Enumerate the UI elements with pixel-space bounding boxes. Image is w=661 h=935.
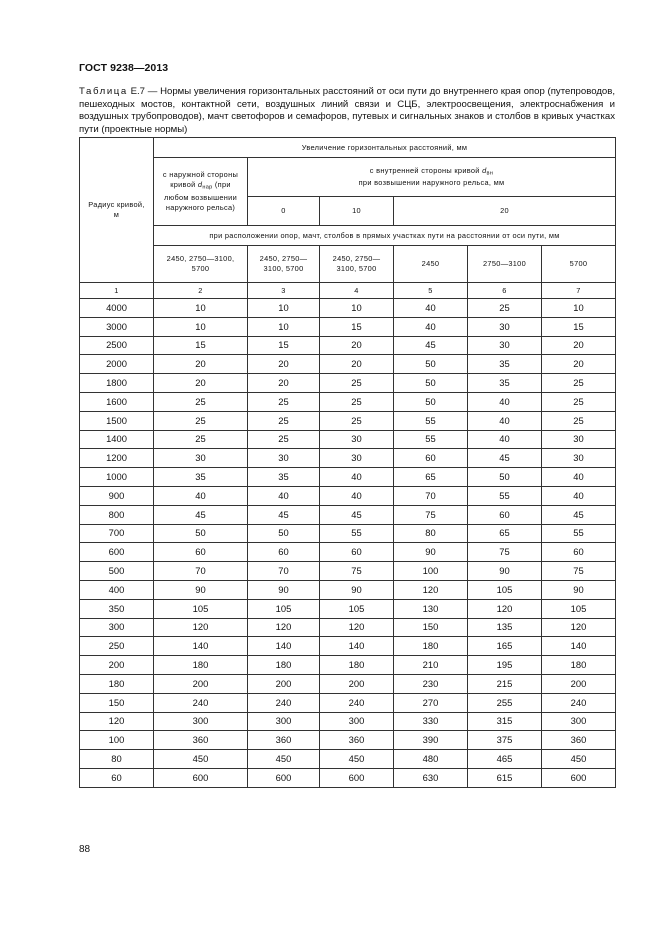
inner-side-post: при возвышении наружного рельса, мм (358, 178, 505, 188)
value-cell: 90 (320, 580, 394, 599)
value-cell: 105 (248, 599, 320, 618)
value-cell: 90 (468, 562, 542, 581)
value-cell: 20 (320, 355, 394, 374)
location-header: при расположении опор, мачт, столбов в прямых участках пути на расстоянии от оси пути, мм (154, 226, 616, 246)
value-cell: 30 (154, 449, 248, 468)
value-cell: 60 (154, 543, 248, 562)
value-cell: 120 (248, 618, 320, 637)
value-cell: 140 (248, 637, 320, 656)
elevation-10: 10 (320, 197, 394, 226)
table-row (80, 468, 616, 487)
dist-header-col7: 5700 (542, 246, 616, 283)
radius-cell: 300 (80, 618, 154, 637)
dist-header-col3: 2450, 2750—3100, 5700 (248, 246, 320, 283)
value-cell: 50 (394, 392, 468, 411)
dist-header-col5: 2450 (394, 246, 468, 283)
value-cell: 180 (248, 656, 320, 675)
value-cell: 60 (248, 543, 320, 562)
radius-cell: 2000 (80, 355, 154, 374)
value-cell: 450 (542, 750, 616, 769)
value-cell: 15 (320, 317, 394, 336)
value-cell: 180 (394, 637, 468, 656)
value-cell: 300 (320, 712, 394, 731)
value-cell: 180 (320, 656, 394, 675)
value-cell: 35 (468, 355, 542, 374)
value-cell: 35 (154, 468, 248, 487)
radius-cell: 1200 (80, 449, 154, 468)
value-cell: 40 (320, 486, 394, 505)
value-cell: 30 (320, 449, 394, 468)
column-number: 7 (542, 283, 616, 299)
value-cell: 210 (394, 656, 468, 675)
caption-label: Таблица (79, 86, 128, 97)
table-body (80, 299, 616, 788)
table-row (80, 562, 616, 581)
radius-cell: 500 (80, 562, 154, 581)
value-cell: 600 (542, 768, 616, 787)
value-cell: 10 (154, 317, 248, 336)
radius-cell: 1600 (80, 392, 154, 411)
value-cell: 315 (468, 712, 542, 731)
value-cell: 120 (320, 618, 394, 637)
value-cell: 25 (542, 392, 616, 411)
radius-cell: 150 (80, 693, 154, 712)
value-cell: 40 (248, 486, 320, 505)
value-cell: 100 (394, 562, 468, 581)
value-cell: 20 (542, 336, 616, 355)
value-cell: 75 (468, 543, 542, 562)
outer-side-header (154, 158, 248, 226)
value-cell: 180 (542, 656, 616, 675)
norms-table (79, 137, 616, 788)
value-cell: 25 (320, 374, 394, 393)
inner-side-header (248, 158, 616, 197)
value-cell: 20 (248, 355, 320, 374)
value-cell: 480 (394, 750, 468, 769)
table-row (80, 392, 616, 411)
outer-d-subscript: нар (202, 184, 213, 191)
value-cell: 75 (320, 562, 394, 581)
table-row (80, 449, 616, 468)
radius-cell: 80 (80, 750, 154, 769)
value-cell: 65 (394, 468, 468, 487)
value-cell: 15 (154, 336, 248, 355)
value-cell: 10 (154, 299, 248, 318)
value-cell: 630 (394, 768, 468, 787)
table-row (80, 712, 616, 731)
dist-header-col6: 2750—3100 (468, 246, 542, 283)
outer-side-pre: с наружной стороны кривой (162, 170, 239, 190)
value-cell: 45 (154, 505, 248, 524)
value-cell: 20 (154, 355, 248, 374)
table-row (80, 505, 616, 524)
value-cell: 600 (154, 768, 248, 787)
value-cell: 240 (248, 693, 320, 712)
value-cell: 40 (468, 392, 542, 411)
radius-cell: 250 (80, 637, 154, 656)
table-row (80, 430, 616, 449)
value-cell: 240 (542, 693, 616, 712)
value-cell: 615 (468, 768, 542, 787)
value-cell: 10 (320, 299, 394, 318)
elevation-20: 20 (394, 197, 616, 226)
value-cell: 120 (542, 618, 616, 637)
value-cell: 105 (320, 599, 394, 618)
value-cell: 25 (468, 299, 542, 318)
value-cell: 200 (542, 674, 616, 693)
value-cell: 10 (248, 299, 320, 318)
value-cell: 40 (468, 430, 542, 449)
value-cell: 30 (542, 430, 616, 449)
radius-cell: 60 (80, 768, 154, 787)
column-number: 5 (394, 283, 468, 299)
column-number: 6 (468, 283, 542, 299)
outer-side-post: (при любом возвышении наружного рельса) (163, 180, 237, 212)
radius-cell: 180 (80, 674, 154, 693)
table-row (80, 543, 616, 562)
value-cell: 20 (154, 374, 248, 393)
value-cell: 30 (248, 449, 320, 468)
value-cell: 45 (468, 449, 542, 468)
value-cell: 55 (320, 524, 394, 543)
value-cell: 45 (248, 505, 320, 524)
table-row (80, 618, 616, 637)
value-cell: 180 (154, 656, 248, 675)
value-cell: 50 (468, 468, 542, 487)
value-cell: 450 (154, 750, 248, 769)
value-cell: 55 (394, 411, 468, 430)
table-row (80, 656, 616, 675)
value-cell: 200 (248, 674, 320, 693)
value-cell: 25 (154, 430, 248, 449)
table-row (80, 674, 616, 693)
value-cell: 40 (394, 299, 468, 318)
value-cell: 30 (468, 336, 542, 355)
value-cell: 120 (468, 599, 542, 618)
radius-cell: 1400 (80, 430, 154, 449)
value-cell: 240 (320, 693, 394, 712)
value-cell: 65 (468, 524, 542, 543)
table-row (80, 731, 616, 750)
value-cell: 25 (248, 430, 320, 449)
value-cell: 60 (394, 449, 468, 468)
value-cell: 200 (154, 674, 248, 693)
value-cell: 25 (154, 392, 248, 411)
value-cell: 50 (248, 524, 320, 543)
value-cell: 30 (468, 317, 542, 336)
caption-dash: — (147, 86, 158, 97)
value-cell: 40 (154, 486, 248, 505)
value-cell: 105 (468, 580, 542, 599)
value-cell: 45 (320, 505, 394, 524)
table-row (80, 374, 616, 393)
value-cell: 20 (248, 374, 320, 393)
table-row (80, 768, 616, 787)
table-row (80, 299, 616, 318)
value-cell: 105 (542, 599, 616, 618)
table-row (80, 355, 616, 374)
value-cell: 215 (468, 674, 542, 693)
table-row (80, 693, 616, 712)
value-cell: 300 (154, 712, 248, 731)
value-cell: 600 (320, 768, 394, 787)
radius-cell: 100 (80, 731, 154, 750)
value-cell: 120 (394, 580, 468, 599)
value-cell: 75 (542, 562, 616, 581)
radius-header: Радиус кривой, м (80, 138, 154, 283)
value-cell: 20 (542, 355, 616, 374)
value-cell: 450 (248, 750, 320, 769)
radius-cell: 2500 (80, 336, 154, 355)
value-cell: 120 (154, 618, 248, 637)
radius-cell: 900 (80, 486, 154, 505)
column-number: 1 (80, 283, 154, 299)
value-cell: 600 (248, 768, 320, 787)
table-row (80, 411, 616, 430)
value-cell: 360 (154, 731, 248, 750)
value-cell: 35 (468, 374, 542, 393)
radius-cell: 120 (80, 712, 154, 731)
value-cell: 60 (468, 505, 542, 524)
value-cell: 80 (394, 524, 468, 543)
radius-cell: 4000 (80, 299, 154, 318)
table-row (80, 599, 616, 618)
table-row (80, 580, 616, 599)
value-cell: 30 (542, 449, 616, 468)
value-cell: 140 (542, 637, 616, 656)
value-cell: 20 (320, 336, 394, 355)
table-row (80, 524, 616, 543)
caption-number: Е.7 (130, 86, 145, 97)
value-cell: 255 (468, 693, 542, 712)
radius-cell: 1500 (80, 411, 154, 430)
value-cell: 450 (320, 750, 394, 769)
radius-cell: 400 (80, 580, 154, 599)
page-number: 88 (79, 844, 91, 855)
value-cell: 465 (468, 750, 542, 769)
radius-cell: 800 (80, 505, 154, 524)
value-cell: 360 (320, 731, 394, 750)
value-cell: 25 (542, 411, 616, 430)
value-cell: 60 (542, 543, 616, 562)
elevation-0: 0 (248, 197, 320, 226)
value-cell: 10 (542, 299, 616, 318)
value-cell: 390 (394, 731, 468, 750)
value-cell: 70 (154, 562, 248, 581)
table-row (80, 336, 616, 355)
value-cell: 150 (394, 618, 468, 637)
value-cell: 165 (468, 637, 542, 656)
radius-cell: 600 (80, 543, 154, 562)
value-cell: 25 (248, 392, 320, 411)
value-cell: 40 (468, 411, 542, 430)
value-cell: 50 (154, 524, 248, 543)
value-cell: 375 (468, 731, 542, 750)
increase-header: Увеличение горизонтальных расстояний, мм (154, 138, 616, 158)
column-number: 2 (154, 283, 248, 299)
value-cell: 135 (468, 618, 542, 637)
value-cell: 50 (394, 374, 468, 393)
table-header (80, 138, 616, 299)
value-cell: 55 (542, 524, 616, 543)
table-caption (79, 86, 615, 136)
value-cell: 15 (542, 317, 616, 336)
outer-d-symbol: d (197, 180, 203, 190)
radius-cell: 350 (80, 599, 154, 618)
value-cell: 40 (542, 486, 616, 505)
column-number: 4 (320, 283, 394, 299)
value-cell: 240 (154, 693, 248, 712)
value-cell: 50 (394, 355, 468, 374)
value-cell: 60 (320, 543, 394, 562)
value-cell: 25 (248, 411, 320, 430)
value-cell: 45 (394, 336, 468, 355)
value-cell: 30 (320, 430, 394, 449)
value-cell: 200 (320, 674, 394, 693)
document-header: ГОСТ 9238—2013 (79, 62, 169, 74)
inner-d-symbol: d (482, 165, 487, 175)
inner-d-subscript: вн (486, 170, 494, 177)
table-row (80, 637, 616, 656)
value-cell: 55 (394, 430, 468, 449)
value-cell: 140 (154, 637, 248, 656)
table-row (80, 750, 616, 769)
value-cell: 300 (248, 712, 320, 731)
value-cell: 195 (468, 656, 542, 675)
value-cell: 270 (394, 693, 468, 712)
value-cell: 105 (154, 599, 248, 618)
value-cell: 15 (248, 336, 320, 355)
value-cell: 90 (394, 543, 468, 562)
caption-text: Нормы увеличения горизонтальных расстояний от оси пути до внутреннего края опор (путепроводов, пешеходных мостов, контактной сети, воздушных линий связи и СЦБ, электроосвещения, электроснабжения и воздушных трубопроводов), мачт светофоров и семафоров, путевых и сигнальных знаков и столбов в кривых участках пути (проектные нормы) (79, 86, 616, 135)
value-cell: 70 (248, 562, 320, 581)
value-cell: 140 (320, 637, 394, 656)
radius-cell: 3000 (80, 317, 154, 336)
table-row (80, 317, 616, 336)
value-cell: 130 (394, 599, 468, 618)
value-cell: 75 (394, 505, 468, 524)
dist-header-col4: 2450, 2750—3100, 5700 (320, 246, 394, 283)
value-cell: 10 (248, 317, 320, 336)
radius-cell: 200 (80, 656, 154, 675)
radius-cell: 1800 (80, 374, 154, 393)
column-number-row (80, 283, 616, 299)
value-cell: 70 (394, 486, 468, 505)
dist-header-col2: 2450, 2750—3100, 5700 (154, 246, 248, 283)
value-cell: 360 (248, 731, 320, 750)
value-cell: 230 (394, 674, 468, 693)
inner-side-pre: с внутренней стороны кривой (369, 165, 480, 175)
radius-cell: 1000 (80, 468, 154, 487)
value-cell: 45 (542, 505, 616, 524)
value-cell: 25 (154, 411, 248, 430)
value-cell: 90 (248, 580, 320, 599)
value-cell: 300 (542, 712, 616, 731)
value-cell: 90 (542, 580, 616, 599)
value-cell: 35 (248, 468, 320, 487)
value-cell: 40 (394, 317, 468, 336)
value-cell: 25 (320, 411, 394, 430)
value-cell: 40 (320, 468, 394, 487)
value-cell: 360 (542, 731, 616, 750)
table-row (80, 486, 616, 505)
value-cell: 55 (468, 486, 542, 505)
value-cell: 25 (542, 374, 616, 393)
value-cell: 330 (394, 712, 468, 731)
radius-cell: 700 (80, 524, 154, 543)
value-cell: 90 (154, 580, 248, 599)
value-cell: 40 (542, 468, 616, 487)
column-number: 3 (248, 283, 320, 299)
value-cell: 25 (320, 392, 394, 411)
